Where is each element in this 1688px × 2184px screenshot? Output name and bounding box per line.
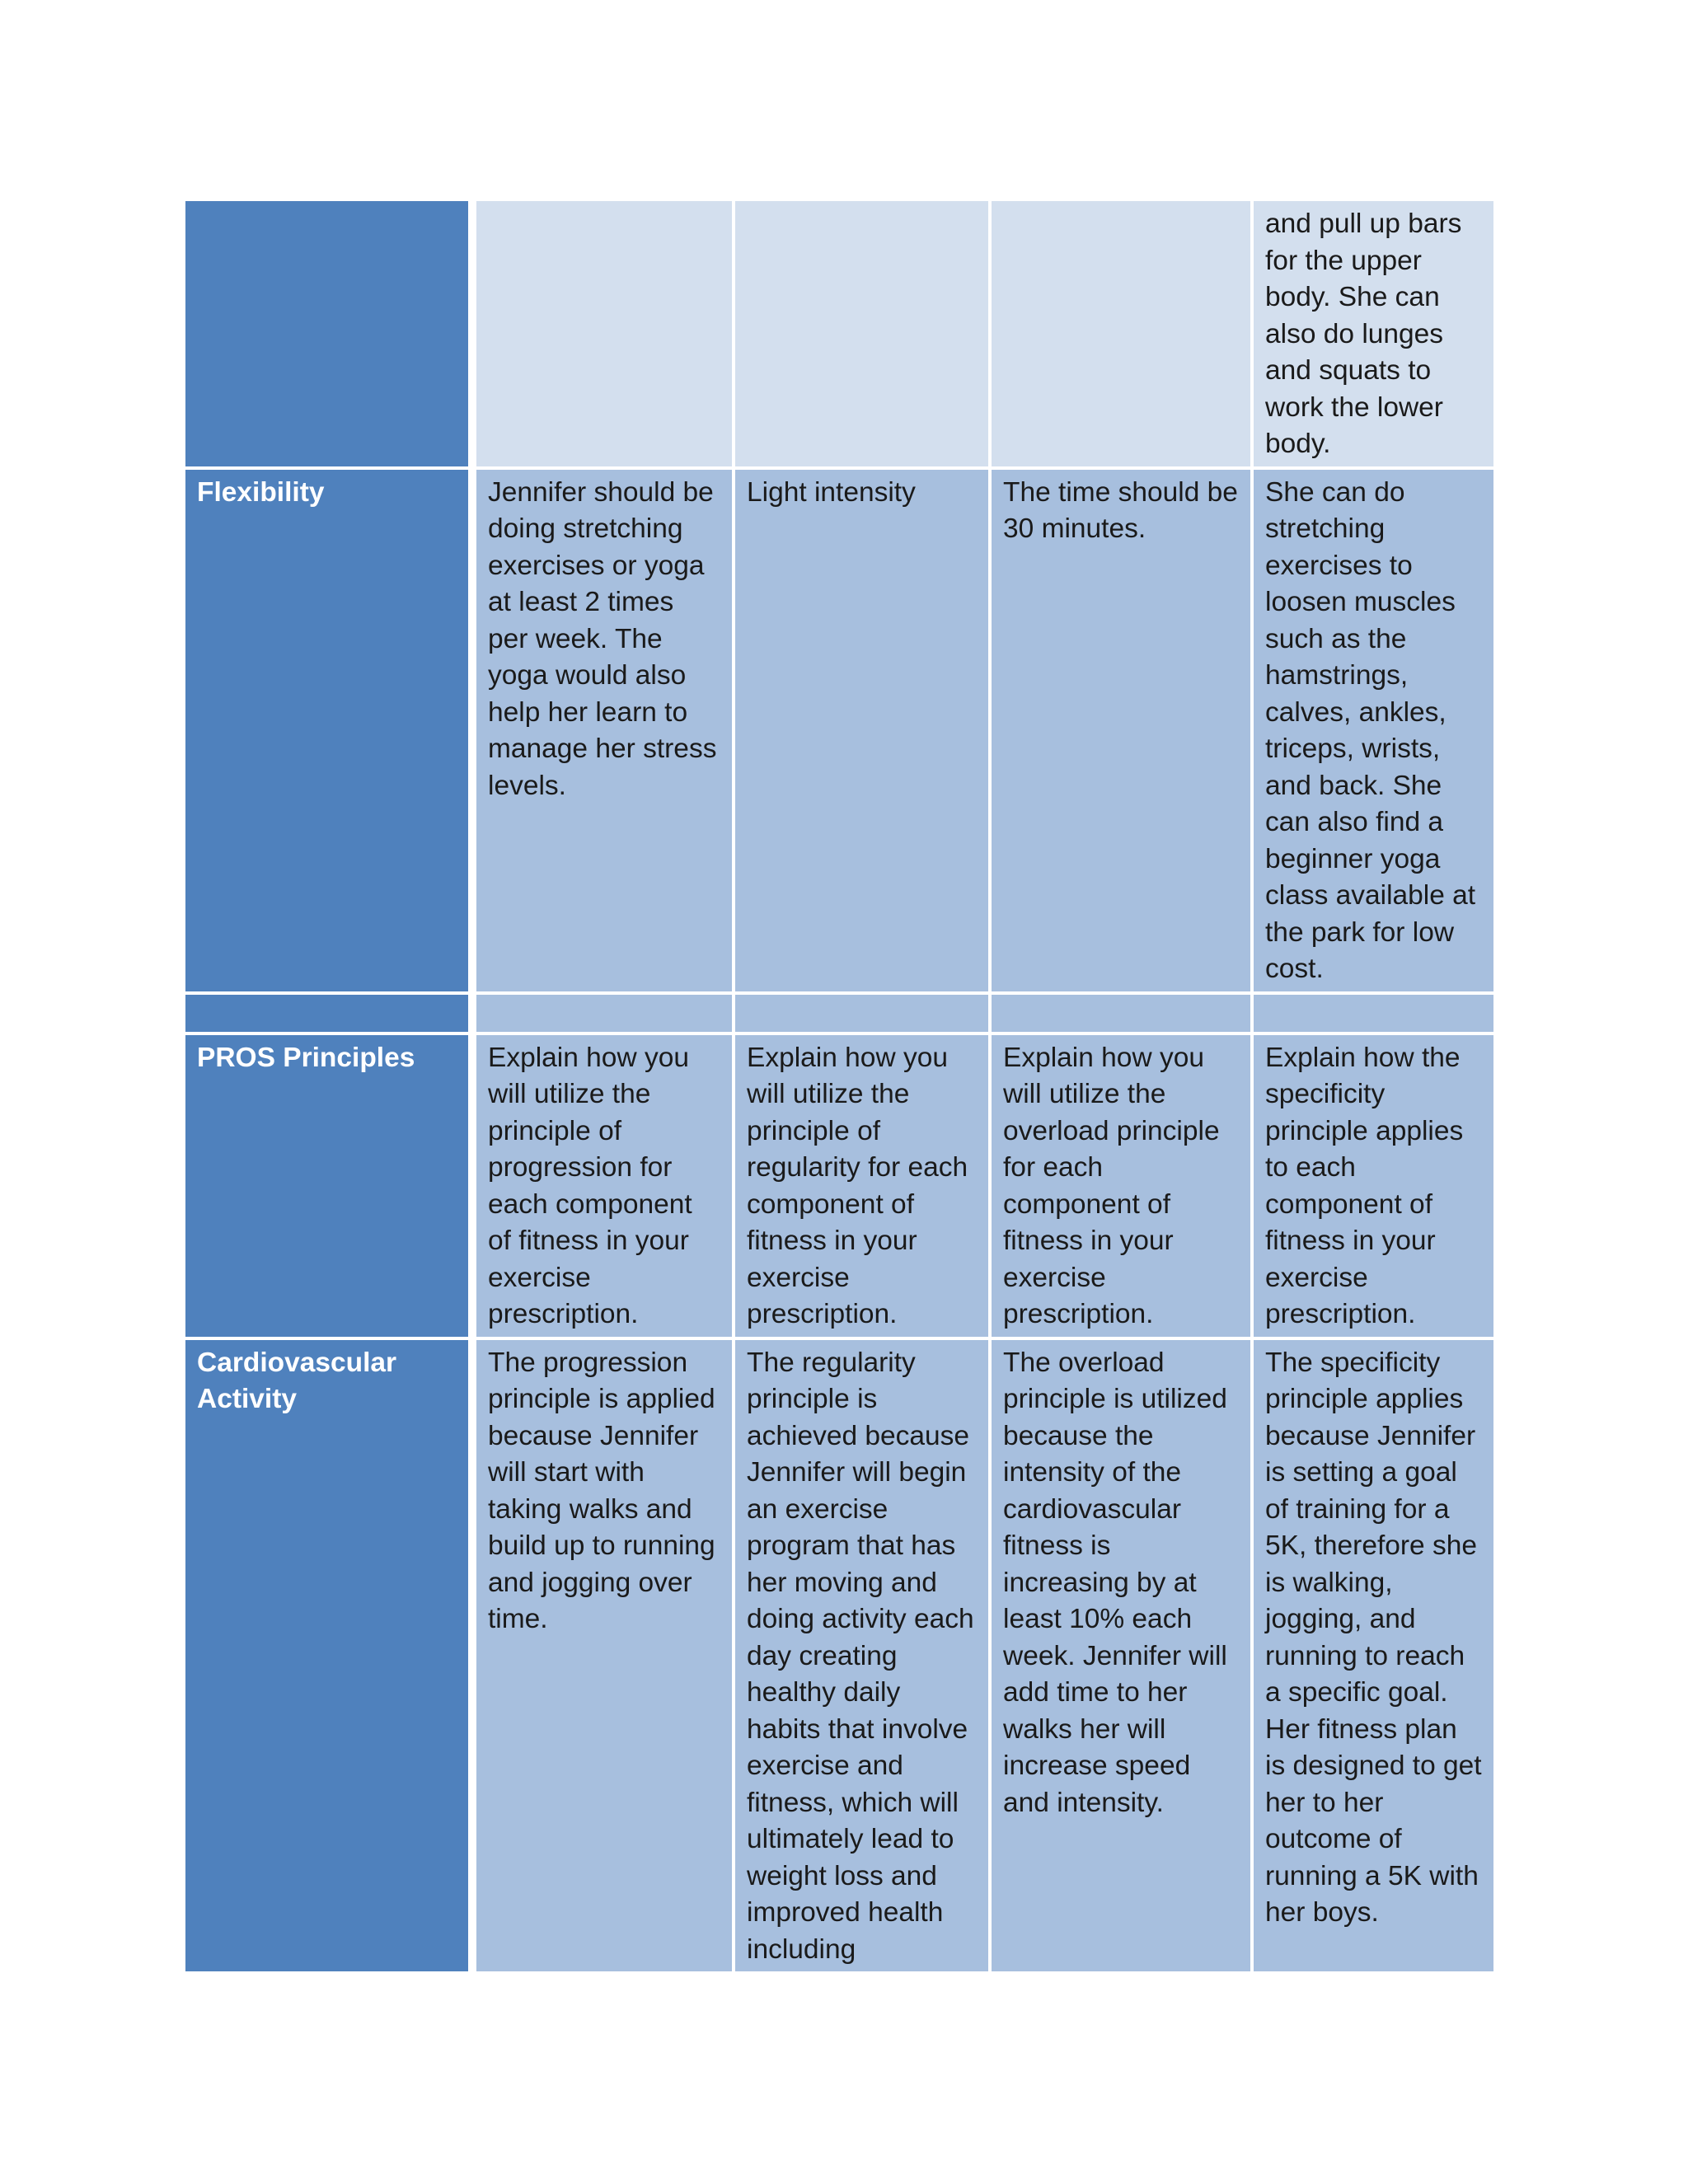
row-header-cell: PROS Principles	[184, 1033, 472, 1338]
row-header-cell: Cardiovascular Activity	[184, 1338, 472, 1974]
table-cell	[734, 993, 990, 1033]
table-cell: Explain how you will utilize the principle of regularity for each component of fitness in your exercise prescription.	[734, 1033, 990, 1338]
table-cell: The specificity principle applies because Jennifer is setting a goal of training for a 5K, therefore she is walking, jogging, and running to reach a specific goal. Her fitness plan is designed to get her to her outcome of running a 5K with her boys.	[1252, 1338, 1495, 1974]
table-cell	[472, 199, 734, 468]
table-cell: The overload principle is utilized because the intensity of the cardiovascular fitness is increasing by at least 10% each week. Jennifer will add time to her walks her will increase speed and intensity.	[990, 1338, 1252, 1974]
table-cell	[990, 993, 1252, 1033]
exercise-prescription-table	[182, 198, 1497, 1975]
table-cell: Jennifer should be doing stretching exercises or yoga at least 2 times per week. The yoga would also help her learn to manage her stress levels.	[472, 468, 734, 993]
table-cell	[1252, 993, 1495, 1033]
table-row	[184, 199, 1495, 468]
table-cell: Explain how you will utilize the principle of progression for each component of fitness in your exercise prescription.	[472, 1033, 734, 1338]
table-cell: and pull up bars for the upper body. She can also do lunges and squats to work the lower body.	[1252, 199, 1495, 468]
table-cell: Explain how the specificity principle applies to each component of fitness in your exercise prescription.	[1252, 1033, 1495, 1338]
table-cell	[734, 199, 990, 468]
row-header-cell	[184, 993, 472, 1033]
table-cell: The time should be 30 minutes.	[990, 468, 1252, 993]
row-header-cell	[184, 199, 472, 468]
table-cell: Light intensity	[734, 468, 990, 993]
table-row	[184, 1033, 1495, 1338]
table-row	[184, 468, 1495, 993]
row-header-cell: Flexibility	[184, 468, 472, 993]
table-cell: The regularity principle is achieved because Jennifer will begin an exercise program that has her moving and doing activity each day creating healthy daily habits that involve exercise and fitness, which will ultimately lead to weight loss and improved health including	[734, 1338, 990, 1974]
table-cell	[472, 993, 734, 1033]
table-cell: She can do stretching exercises to loosen muscles such as the hamstrings, calves, ankles, triceps, wrists, and back. She can also find a beginner yoga class available at the park for low cost.	[1252, 468, 1495, 993]
table-cell: Explain how you will utilize the overload principle for each component of fitness in your exercise prescription.	[990, 1033, 1252, 1338]
table-row	[184, 1338, 1495, 1974]
table-row	[184, 993, 1495, 1033]
table-cell	[990, 199, 1252, 468]
table-cell: The progression principle is applied because Jennifer will start with taking walks and build up to running and jogging over time.	[472, 1338, 734, 1974]
